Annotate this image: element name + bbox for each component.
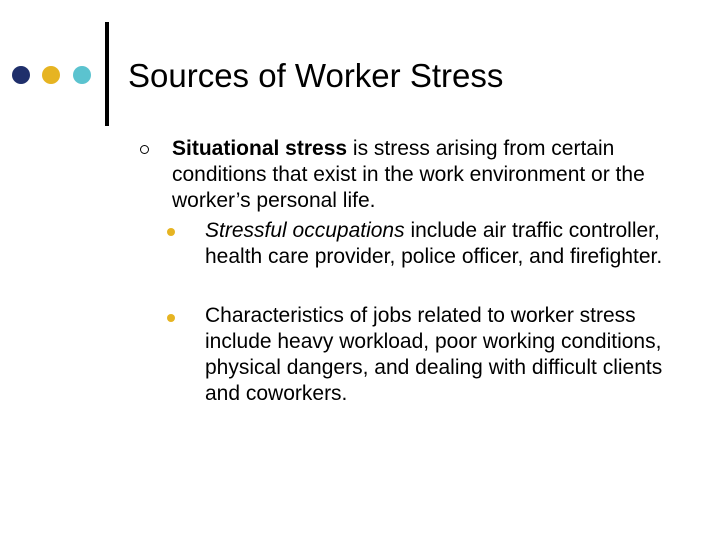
sub-bullet-body: include air traffic controller, health care provider, police officer, and firefighter. bbox=[205, 219, 663, 268]
sub-bullet-text bbox=[205, 218, 685, 270]
hollow-circle-bullet-icon bbox=[140, 145, 149, 154]
italic-term: Stressful occupations bbox=[205, 219, 405, 242]
sub-bullet-body: Characteristics of jobs related to worker stress include heavy workload, poor working conditions, physical dangers, and dealing with difficult clients and coworkers. bbox=[205, 304, 663, 405]
gold-bullet-icon bbox=[167, 228, 175, 236]
navy-dot-icon bbox=[12, 66, 30, 84]
slide-title: Sources of Worker Stress bbox=[128, 57, 504, 94]
main-bullet-text bbox=[172, 136, 652, 214]
gold-bullet-icon bbox=[167, 314, 175, 322]
sub-bullet-text bbox=[205, 303, 685, 407]
main-bullet-body: is stress arising from certain conditions that exist in the work environment or the worker’s personal life. bbox=[172, 137, 645, 212]
bold-term: Situational stress bbox=[172, 137, 348, 160]
gold-dot-icon bbox=[42, 66, 60, 84]
teal-dot-icon bbox=[73, 66, 91, 84]
title-divider bbox=[105, 22, 109, 126]
